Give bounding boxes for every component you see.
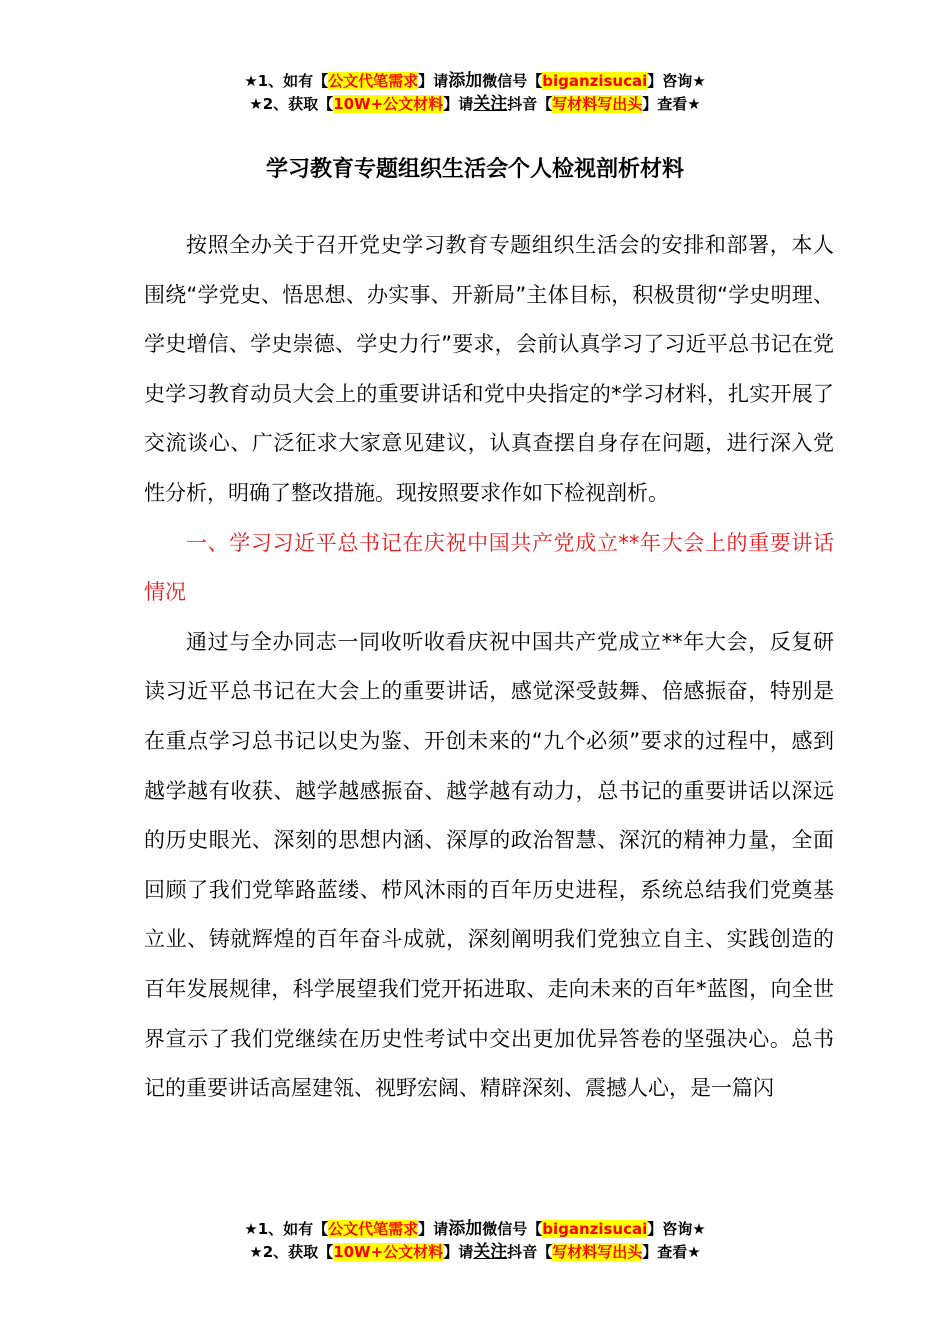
- promo-line1-mid1: 】请: [418, 72, 449, 90]
- footer-line2-mid2: 抖音【: [507, 1243, 553, 1261]
- header-promo: [0, 70, 950, 116]
- promo-line1-suffix: 】咨询★: [647, 72, 706, 90]
- footer-promo-line-1: [0, 1218, 950, 1241]
- section-heading-1: 一、学习习近平总书记在庆祝中国共产党成立**年大会上的重要讲话情况: [144, 530, 834, 605]
- footer-line2-mid1: 】请: [443, 1243, 474, 1261]
- promo-line2-suffix: 】查看★: [642, 95, 701, 113]
- footer-line1-mid1: 】请: [418, 1220, 449, 1238]
- footer-emph-add: 添加: [448, 1219, 483, 1239]
- promo-highlight-wechat: biganzisucai: [542, 72, 648, 90]
- promo-line1-mid2: 微信号【: [482, 72, 543, 90]
- document-body: [144, 221, 834, 1114]
- footer-emph-follow: 关注: [473, 1242, 508, 1262]
- promo-line1-prefix: ★1、如有【: [244, 72, 329, 90]
- footer-highlight-service: 公文代笔需求: [328, 1220, 419, 1238]
- footer-line1-suffix: 】咨询★: [647, 1220, 706, 1238]
- promo-line2-mid1: 】请: [443, 95, 474, 113]
- promo-line-2: [0, 93, 950, 116]
- promo-line2-mid2: 抖音【: [507, 95, 553, 113]
- footer-line1-mid2: 微信号【: [482, 1220, 543, 1238]
- footer-highlight-wechat: biganzisucai: [542, 1220, 648, 1238]
- footer-highlight-douyin: 写材料写出头: [552, 1243, 643, 1261]
- footer-line2-suffix: 】查看★: [642, 1243, 701, 1261]
- paragraph-section-1: 通过与全办同志一同收听收看庆祝中国共产党成立**年大会，反复研读习近平总书记在大会上的重要讲话，感觉深受鼓舞、倍感振奋，特别是在重点学习总书记以史为鉴、开创未来的“九个必须”要求的过程中，感到越学越有收获、越学越感振奋、越学越有动力，总书记的重要讲话以深远的历史眼光、深刻的思想内涵、深厚的政治智慧、深沉的精神力量，全面回顾了我们党筚路蓝缕、栉风沐雨的百年历史进程，系统总结我们党奠基立业、铸就辉煌的百年奋斗成就，深刻阐明我们党独立自主、实践创造的百年发展规律，科学展望我们党开拓进取、走向未来的百年*蓝图，向全世界宣示了我们党继续在历史性考试中交出更加优异答卷的坚强决心。总书记的重要讲话高屋建瓴、视野宏阔、精辟深刻、震撼人心，是一篇闪: [144, 629, 834, 1101]
- footer-line1-prefix: ★1、如有【: [244, 1220, 329, 1238]
- promo-emph-follow: 关注: [473, 94, 508, 114]
- footer-promo: [0, 1218, 950, 1264]
- promo-emph-add: 添加: [448, 71, 483, 91]
- paragraph-intro: 按照全办关于召开党史学习教育专题组织生活会的安排和部署，本人围绕“学党史、悟思想、办实事、开新局”主体目标，积极贯彻“学史明理、学史增信、学史崇德、学史力行”要求，会前认真学习了习近平总书记在党史学习教育动员大会上的重要讲话和党中央指定的*学习材料，扎实开展了交流谈心、广泛征求大家意见建议，认真查摆自身存在问题，进行深入党性分析，明确了整改措施。现按照要求作如下检视剖析。: [144, 233, 834, 505]
- document-title: 学习教育专题组织生活会个人检视剖析材料: [265, 157, 684, 182]
- promo-highlight-service: 公文代笔需求: [328, 72, 419, 90]
- footer-line2-prefix: ★2、获取【: [249, 1243, 334, 1261]
- footer-promo-line-2: [0, 1241, 950, 1264]
- promo-highlight-materials: 10W+公文材料: [333, 95, 444, 113]
- promo-line-1: [0, 70, 950, 93]
- footer-highlight-materials: 10W+公文材料: [333, 1243, 444, 1261]
- promo-line2-prefix: ★2、获取【: [249, 95, 334, 113]
- promo-highlight-douyin: 写材料写出头: [552, 95, 643, 113]
